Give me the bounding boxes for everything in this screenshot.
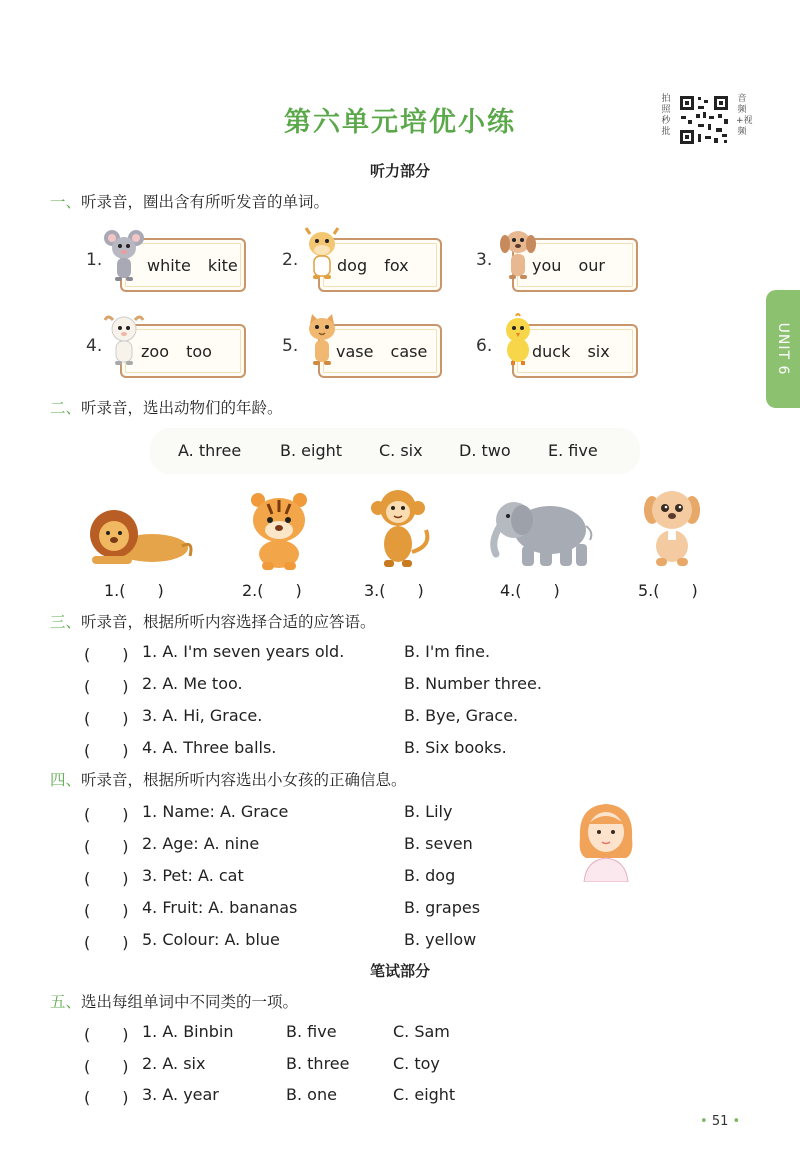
- unit-tab: [766, 290, 800, 408]
- card-4-number: 4.: [86, 336, 103, 356]
- s4-row-3-b: B. dog: [404, 866, 456, 885]
- option-c: C. six: [379, 441, 423, 460]
- section-1-number: 一、: [50, 193, 82, 211]
- s5-row-1-paren[interactable]: ( ): [84, 1025, 129, 1044]
- section-4-instruction: [50, 768, 407, 790]
- mouse-icon: [102, 228, 146, 284]
- s5-row-2-paren[interactable]: ( ): [84, 1057, 129, 1076]
- s4-row-3-paren[interactable]: ( ): [84, 869, 129, 888]
- section-2-text: 听录音，选出动物们的年龄。: [81, 399, 283, 417]
- section-5-number: 五、: [50, 993, 82, 1011]
- s3-row-3-a: 3. A. Hi, Grace.: [142, 706, 263, 725]
- page-number-text: 51: [711, 1114, 729, 1129]
- card-6-number: 6.: [476, 336, 493, 356]
- s5-row-3-b: B. one: [286, 1085, 337, 1104]
- lion-icon: [82, 500, 194, 568]
- card-6-text: duck six: [532, 342, 610, 361]
- s3-row-3-b: B. Bye, Grace.: [404, 706, 519, 725]
- dot-left-icon: •: [700, 1114, 708, 1129]
- s5-row-1-c: C. Sam: [393, 1022, 450, 1041]
- sheep-icon: [102, 312, 146, 368]
- answer-3[interactable]: 3.( ): [364, 581, 424, 600]
- card-4-text: zoo too: [141, 342, 212, 361]
- monkey-icon: [366, 486, 434, 570]
- s3-row-3-paren[interactable]: ( ): [84, 709, 129, 728]
- s4-row-4-a: 4. Fruit: A. bananas: [142, 898, 298, 917]
- answer-5[interactable]: 5.( ): [638, 581, 698, 600]
- card-2-number: 2.: [282, 250, 299, 270]
- section-5-instruction: [50, 990, 298, 1012]
- answer-1[interactable]: 1.( ): [104, 581, 164, 600]
- elephant-icon: [484, 492, 596, 570]
- s5-row-3-paren[interactable]: ( ): [84, 1088, 129, 1107]
- s4-row-1-a: 1. Name: A. Grace: [142, 802, 289, 821]
- s5-row-2-b: B. three: [286, 1054, 350, 1073]
- s3-row-2-b: B. Number three.: [404, 674, 542, 693]
- s5-row-1-b: B. five: [286, 1022, 337, 1041]
- section-4-number: 四、: [50, 771, 82, 789]
- option-e: E. five: [548, 441, 598, 460]
- s4-row-1-paren[interactable]: ( ): [84, 805, 129, 824]
- s3-row-1-a: 1. A. I'm seven years old.: [142, 642, 345, 661]
- section-2-number: 二、: [50, 399, 82, 417]
- s4-row-5-paren[interactable]: ( ): [84, 933, 129, 952]
- section-5-text: 选出每组单词中不同类的一项。: [81, 993, 299, 1011]
- s4-row-2-a: 2. Age: A. nine: [142, 834, 260, 853]
- answer-4[interactable]: 4.( ): [500, 581, 560, 600]
- section-3-text: 听录音，根据所听内容选择合适的应答语。: [81, 613, 376, 631]
- answer-2[interactable]: 2.( ): [242, 581, 302, 600]
- s4-row-2-paren[interactable]: ( ): [84, 837, 129, 856]
- s3-row-2-a: 2. A. Me too.: [142, 674, 243, 693]
- s4-row-5-b: B. yellow: [404, 930, 477, 949]
- s5-row-1-a: 1. A. Binbin: [142, 1022, 234, 1041]
- s3-row-1-paren[interactable]: ( ): [84, 645, 129, 664]
- s4-row-4-b: B. grapes: [404, 898, 481, 917]
- card-3-number: 3.: [476, 250, 493, 270]
- page-number: [700, 1114, 740, 1129]
- girl-icon: [574, 798, 638, 882]
- puppy-icon: [640, 486, 704, 570]
- s3-row-1-b: B. I'm fine.: [404, 642, 491, 661]
- s5-row-2-a: 2. A. six: [142, 1054, 206, 1073]
- page-title: 第六单元培优小练: [284, 107, 516, 138]
- tiger-icon: [238, 488, 320, 572]
- s3-row-2-paren[interactable]: ( ): [84, 677, 129, 696]
- listening-heading: 听力部分: [369, 162, 430, 180]
- section-1-instruction: [50, 190, 329, 212]
- s5-row-3-c: C. eight: [393, 1085, 456, 1104]
- dot-right-icon: •: [732, 1114, 741, 1129]
- s5-row-2-c: C. toy: [393, 1054, 440, 1073]
- section-3-instruction: [50, 610, 376, 632]
- option-d: D. two: [459, 441, 511, 460]
- card-3-text: you our: [532, 256, 605, 275]
- writing-heading: 笔试部分: [369, 962, 430, 980]
- s4-row-4-paren[interactable]: ( ): [84, 901, 129, 920]
- section-4-text: 听录音，根据所听内容选出小女孩的正确信息。: [81, 771, 407, 789]
- qr-block[interactable]: [656, 92, 753, 150]
- s4-row-2-b: B. seven: [404, 834, 473, 853]
- card-2-text: dog fox: [337, 256, 409, 275]
- option-a: A. three: [178, 441, 242, 460]
- s3-row-4-paren[interactable]: ( ): [84, 741, 129, 760]
- qr-right-label: 音频+视频: [736, 94, 753, 137]
- s4-row-5-a: 5. Colour: A. blue: [142, 930, 280, 949]
- s3-row-4-b: B. Six books.: [404, 738, 507, 757]
- s4-row-3-a: 3. Pet: A. cat: [142, 866, 244, 885]
- option-b: B. eight: [280, 441, 343, 460]
- card-5-text: vase case: [336, 342, 428, 361]
- unit-tab-label: UNIT 6: [775, 322, 791, 376]
- section-2-instruction: [50, 396, 283, 418]
- qr-code-icon[interactable]: [678, 94, 730, 146]
- s4-row-1-b: B. Lily: [404, 802, 453, 821]
- s5-row-3-a: 3. A. year: [142, 1085, 219, 1104]
- card-1-number: 1.: [86, 250, 103, 270]
- section-1-text: 听录音，圈出含有所听发音的单词。: [81, 193, 330, 211]
- card-5-number: 5.: [282, 336, 299, 356]
- s3-row-4-a: 4. A. Three balls.: [142, 738, 277, 757]
- card-1-text: white kite: [147, 256, 238, 275]
- qr-left-label: 拍照秒批: [661, 94, 671, 137]
- section-3-number: 三、: [50, 613, 82, 631]
